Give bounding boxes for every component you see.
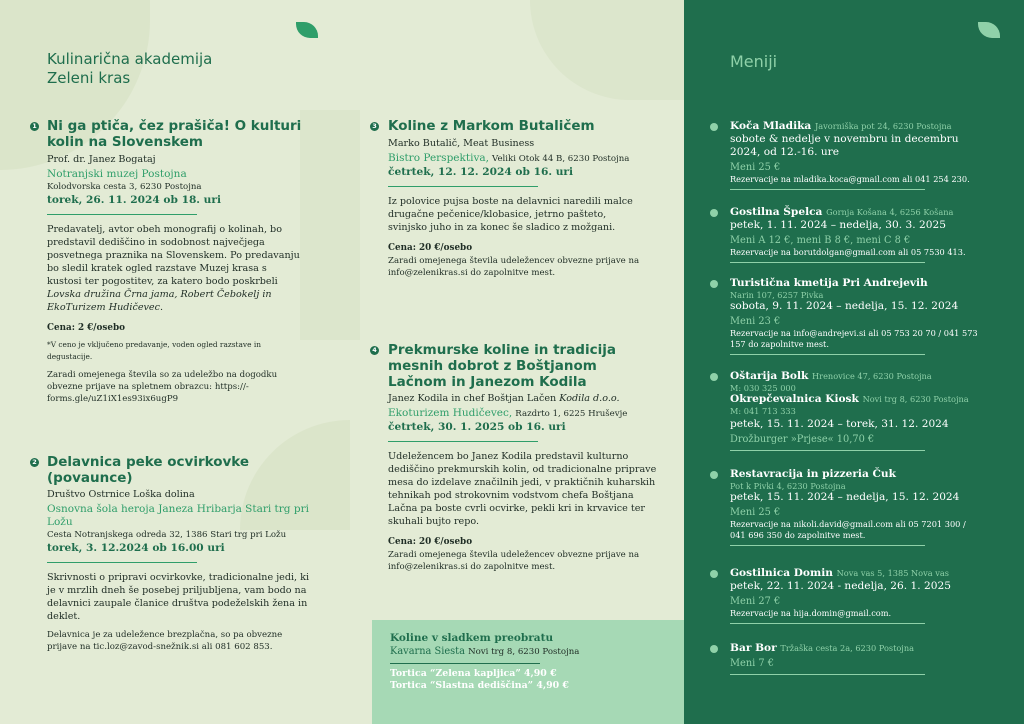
description-italic: Lovska družina Črna jama, Robert Čebokelj in EkoTurizem Hudičevec. <box>47 289 272 313</box>
menu-header <box>730 642 980 655</box>
menu-header <box>730 370 980 383</box>
divider <box>730 450 925 451</box>
divider <box>47 214 197 215</box>
menu-name: Gostilna Špelca <box>730 206 823 218</box>
description-text: Predavatelj, avtor obeh monografij o kolinah, bo predstavil dediščino in sodobnost največjega posvetnega praznika na Slovenskem. Po predavanju bo sledil kratek ogled razstave Muzej krasa s kustosi ter pogostitev, za katero bodo poskrbeli <box>47 224 300 287</box>
menu-item <box>730 120 980 190</box>
sweet-section <box>372 620 684 724</box>
event-price: Cena: 2 €/osebo <box>47 323 125 333</box>
event-lecturer: Prof. dr. Janez Bogataj <box>47 154 156 165</box>
event-date: torek, 26. 11. 2024 ob 18. uri <box>47 194 221 206</box>
sweet-content <box>390 632 579 692</box>
event-3 <box>388 118 658 279</box>
title-line-2: Zeleni kras <box>47 69 131 87</box>
event-address: Razdrto 1, 6225 Hruševje <box>515 409 628 419</box>
event-registration: Delavnica je za udeležence brezplačna, so pa obvezne prijave na tic.loz@zavod-snežnik.si ali 081 602 853. <box>47 630 283 652</box>
divider <box>388 186 538 187</box>
menu-price: Meni 7 € <box>730 658 774 669</box>
event-1 <box>47 118 302 405</box>
menu-name: Bar Bor <box>730 642 777 654</box>
event-number-badge: 1 <box>30 122 39 131</box>
divider <box>730 262 925 263</box>
event-venue: Ekoturizem Hudičevec, <box>388 407 513 419</box>
divider <box>730 623 925 624</box>
menu-item <box>730 567 980 624</box>
bullet-icon <box>710 570 718 578</box>
menu-dates: petek, 15. 11. 2024 – torek, 31. 12. 2024 <box>730 418 949 430</box>
event-venue-line <box>388 407 663 421</box>
event-address: Veliki Otok 44 B, 6230 Postojna <box>492 154 630 164</box>
event-title: Koline z Markom Butaličem <box>388 118 595 134</box>
sweet-venue: Kavarna Siesta <box>390 646 465 657</box>
sweet-address: Novi trg 8, 6230 Postojna <box>468 647 580 657</box>
menu-price: Drožburger »Prjese« 10,70 € <box>730 434 875 445</box>
event-date: četrtek, 30. 1. 2025 ob 16. uri <box>388 421 566 433</box>
event-number-badge: 2 <box>30 458 39 467</box>
sweet-item: Tortica “Slastna dediščina” 4,90 € <box>390 680 569 691</box>
event-lecturer-company: Kodila d.o.o. <box>559 393 620 404</box>
divider <box>388 441 538 442</box>
event-title: Delavnica peke ocvirkovke (povaunce) <box>47 454 250 486</box>
bullet-icon <box>710 373 718 381</box>
event-4 <box>388 342 663 573</box>
event-registration: Zaradi omejenega števila udeležencev obvezne prijave na info@zelenikras.si do zapolnitve mest. <box>388 550 640 572</box>
menu-address: Javorniška pot 24, 6230 Postojna <box>815 121 952 131</box>
event-description: Udeležencem bo Janez Kodila predstavil kulturno dediščino prekmurskih kolin, od tradicionalne priprave mesa do izdelave značilnih jedi, v praktičnih kuharskih tehnikah pod strokovnim vodstvom chefa Boštjana Lačna pa boste cvrli ocvirke, pekli kri in krvavice ter skuhali bujto repo. <box>388 451 657 527</box>
event-date: torek, 3. 12.2024 ob 16.00 uri <box>47 542 225 554</box>
divider <box>730 354 925 355</box>
menu-reservation: Rezervacije na nikoli.david@gmail.com ali 05 7201 300 / 041 696 350 do zapolnitve mest. <box>730 519 966 540</box>
event-description <box>47 223 302 314</box>
bullet-icon <box>710 645 718 653</box>
bullet-icon <box>710 280 718 288</box>
menu-price: Meni 25 € <box>730 507 781 518</box>
menu-reservation: Rezervacije na mladika.koca@gmail.com ali 041 254 230. <box>730 174 970 184</box>
bullet-icon <box>710 123 718 131</box>
menu-address: Pot k Pivki 4, 6230 Postojna <box>730 481 846 491</box>
menu-dates: sobote & nedelje v novembru in decembru 2024, od 12.-16. ure <box>730 133 959 158</box>
menu-item <box>730 206 980 263</box>
menu-item <box>730 277 980 355</box>
menu-name: Oštarija Bolk <box>730 370 809 382</box>
menu-reservation: Rezervacije na hija.domin@gmail.com. <box>730 608 892 618</box>
menu-header <box>730 206 980 219</box>
menu-item <box>730 642 980 675</box>
menu-price: Meni A 12 €, meni B 8 €, meni C 8 € <box>730 235 911 246</box>
sweet-title: Koline v sladkem preobratu <box>390 632 554 644</box>
menu-dates: petek, 1. 11. 2024 – nedelja, 30. 3. 2025 <box>730 219 946 231</box>
menu-address: Narin 107, 6257 Pivka <box>730 290 824 300</box>
divider <box>390 663 540 664</box>
menu-header <box>730 567 980 580</box>
page-title <box>47 50 212 88</box>
event-venue: Osnovna šola heroja Janeza Hribarja Stari trg pri Ložu <box>47 503 309 528</box>
menu-name: Okrepčevalnica Kiosk <box>730 393 859 405</box>
menus-title: Meniji <box>730 52 778 71</box>
event-number-badge: 3 <box>370 122 379 131</box>
event-lecturer: Društvo Ostrnice Loška dolina <box>47 489 195 500</box>
menu-name: Restavracija in pizzeria Čuk <box>730 468 896 480</box>
menu-address: Tržaška cesta 2a, 6230 Postojna <box>780 643 914 653</box>
menu-reservation: Rezervacije na borutdolgan@gmail.com ali 05 7530 413. <box>730 247 966 257</box>
menu-price: Meni 27 € <box>730 596 781 607</box>
divider <box>47 562 197 563</box>
menu-reservation: Rezervacije na info@andrejevi.si ali 05 753 20 70 / 041 573 157 do zapolnitve mest. <box>730 328 978 349</box>
bullet-icon <box>710 209 718 217</box>
menu-header <box>730 120 980 133</box>
event-lecturer: Marko Butalič, Meat Business <box>388 138 535 149</box>
menu-address: Nova vas 5, 1385 Nova vas <box>836 568 949 578</box>
menu-address: Gornja Košana 4, 6256 Košana <box>826 207 954 217</box>
menu-header <box>730 393 980 406</box>
event-registration: Zaradi omejenega števila so za udeležbo na dogodku obvezne prijave na spletnem obrazcu: https://-forms.gle/uZ1iX1es93ix6ugP9 <box>47 370 278 404</box>
decorative-shape <box>300 110 360 340</box>
divider <box>730 674 925 675</box>
menu-address: Novi trg 8, 6230 Postojna <box>862 394 969 404</box>
divider <box>730 189 925 190</box>
menu-name: Turistična kmetija Pri Andrejevih <box>730 277 928 289</box>
menu-phone: M: 041 713 333 <box>730 406 796 416</box>
event-description: Skrivnosti o pripravi ocvirkovke, tradicionalne jedi, ki je v mrzlih dneh še posebej priljubljena, vam bodo na delavnici zaupale članice društva podeželskih žena in deklet. <box>47 572 310 622</box>
title-line-1: Kulinarična akademija <box>47 50 213 68</box>
menu-dates: sobota, 9. 11. 2024 – nedelja, 15. 12. 2024 <box>730 300 959 312</box>
event-title: Prekmurske koline in tradicija mesnih dobrot z Boštjanom Lačnom in Janezom Kodila <box>388 342 616 390</box>
sweet-venue-line <box>390 645 579 659</box>
menu-item <box>730 468 980 546</box>
event-lecturer-line <box>388 392 663 405</box>
menu-address: Hrenovice 47, 6230 Postojna <box>812 371 932 381</box>
event-venue-line <box>388 152 658 166</box>
menu-phone: M: 030 325 000 <box>730 383 796 393</box>
bullet-icon <box>710 471 718 479</box>
menu-dates: petek, 22. 11. 2024 - nedelja, 26. 1. 2025 <box>730 580 951 592</box>
event-venue: Notranjski muzej Postojna <box>47 168 187 180</box>
event-lecturer: Janez Kodila in chef Boštjan Lačen <box>388 393 557 404</box>
event-number-badge: 4 <box>370 346 379 355</box>
menu-item <box>730 370 980 451</box>
divider <box>730 545 925 546</box>
event-price: Cena: 20 €/osebo <box>388 537 473 547</box>
event-price: Cena: 20 €/osebo <box>388 243 473 253</box>
event-title: Ni ga ptiča, čez prašiča! O kulturi kolin na Slovenskem <box>47 118 302 150</box>
event-2 <box>47 454 315 653</box>
event-address: Cesta Notranjskega odreda 32, 1386 Stari trg pri Ložu <box>47 530 287 540</box>
event-date: četrtek, 12. 12. 2024 ob 16. uri <box>388 166 574 178</box>
event-venue: Bistro Perspektiva, <box>388 152 489 164</box>
event-description: Iz polovice pujsa boste na delavnici naredili malce drugačne pečenice/klobasice, jetrno pašteto, svinjsko juho in za konec še sladico z možgani. <box>388 196 633 233</box>
sweet-item: Tortica “Zelena kapljica” 4,90 € <box>390 668 557 679</box>
event-registration: Zaradi omejenega števila udeležencev obvezne prijave na info@zelenikras.si do zapolnitve mest. <box>388 256 640 278</box>
event-address: Kolodvorska cesta 3, 6230 Postojna <box>47 182 202 192</box>
menu-name: Koča Mladika <box>730 120 812 132</box>
menu-dates: petek, 15. 11. 2024 – nedelja, 15. 12. 2024 <box>730 491 960 503</box>
menu-price: Meni 25 € <box>730 162 781 173</box>
menu-name: Gostilnica Domin <box>730 567 833 579</box>
event-price-note: *V ceno je vključeno predavanje, voden ogled razstave in degustacije. <box>47 340 261 361</box>
menu-price: Meni 23 € <box>730 316 781 327</box>
